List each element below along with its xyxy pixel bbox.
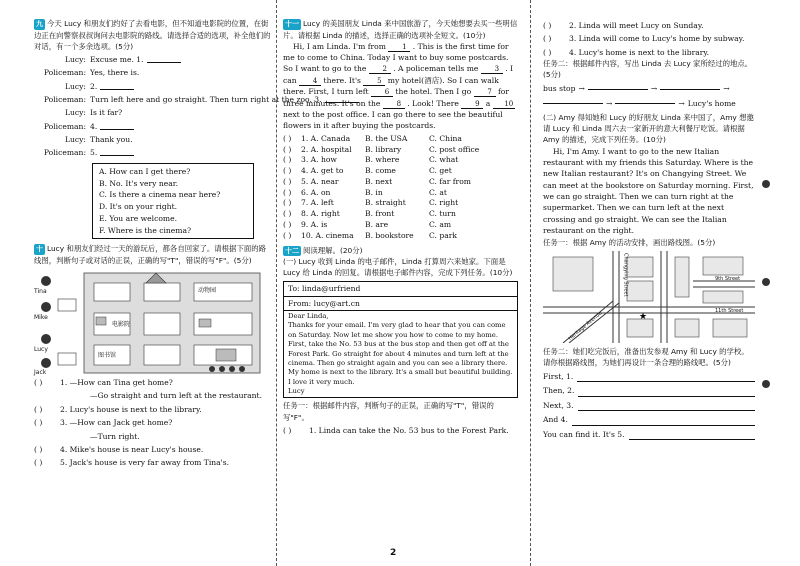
utterance: Is it far? [90,108,123,118]
arrow-icon: → [578,84,585,94]
passage-text: . I can [283,64,514,85]
judge-text: —Go straight and turn left at the restaurant. [90,391,263,401]
write-blank[interactable] [572,414,755,425]
dialogue-line [34,107,272,118]
answer-parens[interactable]: ( ) [283,176,292,186]
option-c: C. park [429,230,457,240]
dialogue-line [34,147,272,158]
option-a: 9. A. is [301,219,328,229]
option-c: C. get [429,166,452,176]
speaker-label: Lucy: [64,54,86,64]
passage-text: . Look! There [407,98,459,108]
map-label-cinema: 电影院 [112,321,131,329]
option-item: F. Where is the cinema? [99,225,192,235]
utterance: Turn left here and go straight. Then turn right at the zoo. 3. [90,94,322,104]
q10-instruction: 十 Lucy 和朋友们经过一天的游玩后，都各自回家了。请根据下面的路线图，判断句子或对话的正误，正确的写"T"，错误的写"F"。(5分) [34,244,267,265]
option-b: B. straight [365,198,406,208]
option-a: 6. A. on [301,187,331,197]
option-item: C. Is there a cinema near here? [99,190,221,200]
column-divider [276,0,277,566]
speaker-label: Lucy: [64,108,86,118]
route-map [34,269,264,375]
answer-parens[interactable]: ( ) [543,34,552,44]
task1-item [543,33,755,44]
q11-instruction: 十一 Lucy 的美国朋友 Linda 来中国旅游了，今天她想要去买一些明信片。请根据 Linda 的描述，选择正确的选项补全短文。(10分) [283,19,518,40]
amy-passage: Hi, I'm Amy. I want to go to the new Italian restaurant with my friends this Saturday. Where is the new Italian restaurant? It's on Changying Street. We can meet at the bookstore on Saturday morning. First, we can go straight. Then we can turn right at the supermarket. Then we can turn left at the next crossing and go straight. We can see the Italian restaurant on the right. [543,146,754,236]
answer-parens[interactable]: ( ) [283,166,292,176]
passage-text: my hotel(酒店). So I can walk there. First, I turn left [283,75,499,97]
option-b: B. come [365,166,396,176]
binding-hole [762,278,770,286]
option-b: B. library [365,144,402,154]
speaker-label: Policeman: [43,121,86,131]
dialogue-line [34,134,272,145]
answer-parens[interactable]: ( ) [283,209,292,219]
passage-blank[interactable]: 2 [369,65,391,74]
judge-item [34,417,272,428]
option-c: C. turn [429,209,456,219]
answer-parens[interactable]: ( ) [34,458,43,468]
option-row [283,155,518,166]
route-blank[interactable] [588,89,648,90]
write-line [543,385,755,396]
page-number: 2 [390,548,397,558]
judge-item [34,377,272,388]
q9-instruction: 九 今天 Lucy 和朋友们约好了去看电影，但不知道电影院的位置，在街边正在向警察叔叔询问去电影院的路线。请选择合适的选项，补全他们的对话，有一个多余选项。(5分) [34,19,271,51]
option-item: E. You are welcome. [99,213,178,223]
option-item: B. No. It's very near. [99,178,179,188]
answer-parens[interactable]: ( ) [543,47,552,57]
q12-part1-intro: (一) Lucy 收到 Linda 的电子邮件，Linda 打算周六来她家。下面是 Lucy 给 Linda 的回复。请根据电子邮件内容，完成下列任务。(10分) [283,257,513,278]
task1-item [543,20,755,31]
dialogue-line [34,54,272,65]
write-line [543,429,755,440]
judge-item [34,444,272,455]
task1-item: ( ) 1. Linda can take the No. 53 bus to the Forest Park. [283,425,509,435]
task4-instruction: 任务二：她们吃完饭后，准备出发参观 Amy 和 Lucy 的学校。请你根据路线图，为她们再设计一条合理的路线吧。(5分) [543,346,749,367]
write-blank[interactable] [577,371,755,382]
answer-parens[interactable]: ( ) [283,144,292,154]
passage-blank[interactable]: 7 [474,88,496,97]
passage-text: the hotel. Then I go [395,87,472,97]
option-b: B. where [365,155,400,165]
email-box [283,281,518,398]
q9-options-box [92,163,254,240]
option-c: C. post office [429,144,480,154]
q9-dialogue [34,54,322,159]
answer-parens[interactable]: ( ) [34,378,43,388]
task1-item [543,47,755,58]
speaker-label: Lucy: [64,81,86,91]
option-a: 4. A. get to [301,166,344,176]
option-item: D. It's on your right. [99,202,178,212]
route-fill [543,83,755,94]
utterance: Yes, there is. [90,68,140,78]
judge-text: 3. —How can Jack get home? [60,418,173,428]
judge-text: 4. Mike's house is near Lucy's house. [60,445,204,454]
q12-badge: 十二 [285,246,299,255]
judge-item [34,431,272,442]
utterance: 5. [90,148,98,158]
route-start: bus stop [543,84,576,94]
route-fill-2 [543,98,755,109]
answer-parens[interactable]: ( ) [543,21,552,30]
binding-hole [762,180,770,188]
option-b: B. are [365,219,389,229]
arrow-icon: → [606,98,613,108]
dialogue-line [34,121,272,132]
answer-blank[interactable] [100,81,134,90]
write-blank[interactable] [578,385,755,396]
judge-text: 3. Linda will come to Lucy's home by subway. [569,34,745,44]
judge-text: 5. Jack's house is very far away from Tina's. [60,458,230,468]
option-b: B. front [365,209,395,219]
answer-parens[interactable]: ( ) [283,198,292,208]
option-row [283,198,518,209]
email-line: Thanks for your email. I'm very glad to hear that you can come on Saturday. Now let me show you how to come to my home. First, take the No. 53 bus at the bus stop and then get off at the Forest Park. Go straight for about 4 minutes and turn left at the cinema. Then go straight again and you can see a library there. My home is next to the library. It's a small but beautiful building. I love it very much. [288,321,513,386]
option-row [283,231,518,242]
arrow-icon: → [723,84,730,94]
street-map-drawing [543,251,755,343]
dialogue-line [34,67,272,78]
option-row [283,134,518,145]
option-b: B. bookstore [365,230,414,240]
judge-item [34,390,272,401]
task3-instruction: 任务一：根据 Amy 的活动安排，画出路线图。(5分) [543,237,716,247]
dialogue-line [34,94,322,105]
answer-blank[interactable] [100,147,134,156]
judge-text: —Turn right. [90,431,140,441]
judge-text: 2. Lucy's house is next to the library. [60,404,202,414]
answer-parens[interactable]: ( ) [34,404,43,414]
map-label-mike: Mike [34,314,48,322]
route-blank[interactable] [660,89,720,90]
passage-text: next to the post office. I can go there to see the beautiful flowers in it after buying the postcards. [283,109,503,131]
answer-parens[interactable] [34,390,60,401]
map-label-lucy: Lucy [34,346,48,354]
street-label-11th: 11th Street [715,307,744,314]
option-a: 10. A. cinema [301,230,354,240]
write-prompt: Then, 2. [543,386,575,396]
passage-text: there. It's [323,75,361,85]
answer-parens[interactable]: ( ) [34,445,43,454]
speaker-label: Policeman: [43,68,86,78]
option-row [283,177,518,188]
street-label-heritage: Heritage Avenue [567,310,604,342]
option-item: A. How can I get there? [99,166,191,176]
task2-instruction: 任务二：根据邮件内容，写出 Linda 去 Lucy 家所经过的地点。(5分) [543,59,753,80]
option-c: C. what [429,155,459,165]
judge-item [34,404,272,415]
utterance: 2. [90,81,98,91]
passage-text: . A policeman tells me [393,64,479,74]
option-a: 3. A. how [301,155,337,165]
passage-blank[interactable]: 9 [461,100,483,109]
passage-text: Hi, I am Linda. I'm from [293,41,386,51]
passage-blank[interactable]: 8 [383,100,405,109]
option-c: C. at [429,187,447,197]
answer-parens[interactable]: ( ) [34,418,43,428]
speaker-label: Policeman: [43,94,86,104]
write-prompt: And 4. [543,415,568,425]
judge-item [34,457,272,468]
option-row [283,145,518,156]
arrow-icon: → [678,98,685,108]
passage-blank[interactable]: 5 [363,77,385,86]
option-b: B. in [365,187,383,197]
passage-text: a [485,98,491,108]
answer-parens[interactable]: ( ) [283,230,292,240]
option-c: C. China [429,133,462,143]
street-map [543,251,755,343]
speaker-label: Policeman: [43,148,86,158]
option-c: C. far from [429,176,471,186]
option-row [283,220,518,231]
binding-hole [762,380,770,388]
answer-blank[interactable] [147,54,181,63]
write-line [543,414,755,425]
option-a: 2. A. hospital [301,144,352,154]
write-prompt: You can find it. It's 5. [543,429,625,439]
option-a: 1. A. Canada [301,133,351,143]
route-end: Lucy's home [687,98,736,108]
street-label-9th: 9th Street [715,275,741,282]
q11-badge: 十一 [285,20,299,28]
route-blank[interactable] [543,103,603,104]
answer-parens[interactable]: ( ) [283,219,292,229]
answer-parens[interactable]: ( ) [283,187,292,197]
column-middle [283,18,518,436]
judge-text: 4. Lucy's home is next to the library. [569,47,710,57]
write-prompt: Next, 3. [543,400,574,410]
answer-parens[interactable]: ( ) [283,133,292,143]
task1-instruction: 任务一：根据邮件内容，判断句子的正误，正确的写"T"，错误的写"F"。 [283,401,494,422]
write-line [543,400,755,411]
task1-items [543,20,755,58]
passage-blank[interactable]: 1 [388,43,410,52]
write-line [543,371,755,382]
option-row [283,166,518,177]
write-blank[interactable] [629,429,755,440]
passage-text: for three minutes. It's on the [283,87,509,108]
q10-items [34,377,272,469]
write-prompt: First, 1. [543,371,574,381]
passage-text: . This is the first time for me to come to China. Today I want to buy some postcards. So I want to go to the [283,41,509,74]
email-from: From: lucy@art.cn [284,297,517,311]
map-label-tina: Tina [34,288,47,296]
option-a: 5. A. near [301,176,339,186]
email-line: Lucy [288,387,305,396]
map-label-zoo: 动物园 [198,287,217,295]
option-row [283,188,518,199]
option-row [283,209,518,220]
arrow-icon: → [650,84,658,94]
email-body [284,311,517,397]
column-right [543,18,755,443]
option-a: 7. A. left [301,198,334,208]
utterance: Excuse me. 1. [90,54,144,64]
judge-text: 2. Linda will meet Lucy on Sunday. [569,21,704,30]
option-b: B. next [365,176,393,186]
option-b: B. the USA [365,133,408,143]
q12-title: 十二 阅读理解。(20分) [285,245,363,255]
option-c: C. am [429,219,452,229]
write-lines [543,371,755,440]
email-line: Dear Linda, [288,312,329,321]
passage-blank[interactable]: 4 [299,77,321,86]
write-blank[interactable] [578,400,755,411]
utterance: Thank you. [90,135,133,145]
q9-badge: 九 [36,20,43,28]
passage-blank[interactable]: 6 [371,88,393,97]
dialogue-line [34,81,272,92]
answer-parens[interactable]: ( ) [283,155,292,165]
judge-text: 1. —How can Tina get home? [60,378,173,388]
passage-blank[interactable]: 10 [493,100,515,109]
column-divider [530,0,531,566]
svg-text:★: ★ [639,311,648,322]
utterance: 4. [90,121,98,131]
map-label-jack: Jack [34,369,47,377]
email-to: To: linda@urfriend [284,282,517,296]
q12-part2-intro: (二) Amy 得知她和 Lucy 的好朋友 Linda 来中国了，Amy 想邀请 Lucy 和 Linda 周六去一家新开的意大利餐厅吃饭。请根据 Amy 的描述，完成下列任务。(10分) [543,113,754,145]
route-blank[interactable] [615,103,675,104]
q11-options [283,134,518,242]
q11-passage [283,41,518,132]
q10-badge: 十 [36,245,43,254]
option-c: C. right [429,198,459,208]
answer-parens[interactable] [34,431,60,442]
map-label-library: 图书馆 [98,352,117,360]
speaker-label: Lucy: [64,135,86,145]
option-a: 8. A. right [301,209,340,219]
route-map-drawing [34,269,264,375]
street-label-changying: Changying Street [622,252,629,297]
passage-blank[interactable]: 3 [481,65,503,74]
answer-blank[interactable] [100,121,134,130]
